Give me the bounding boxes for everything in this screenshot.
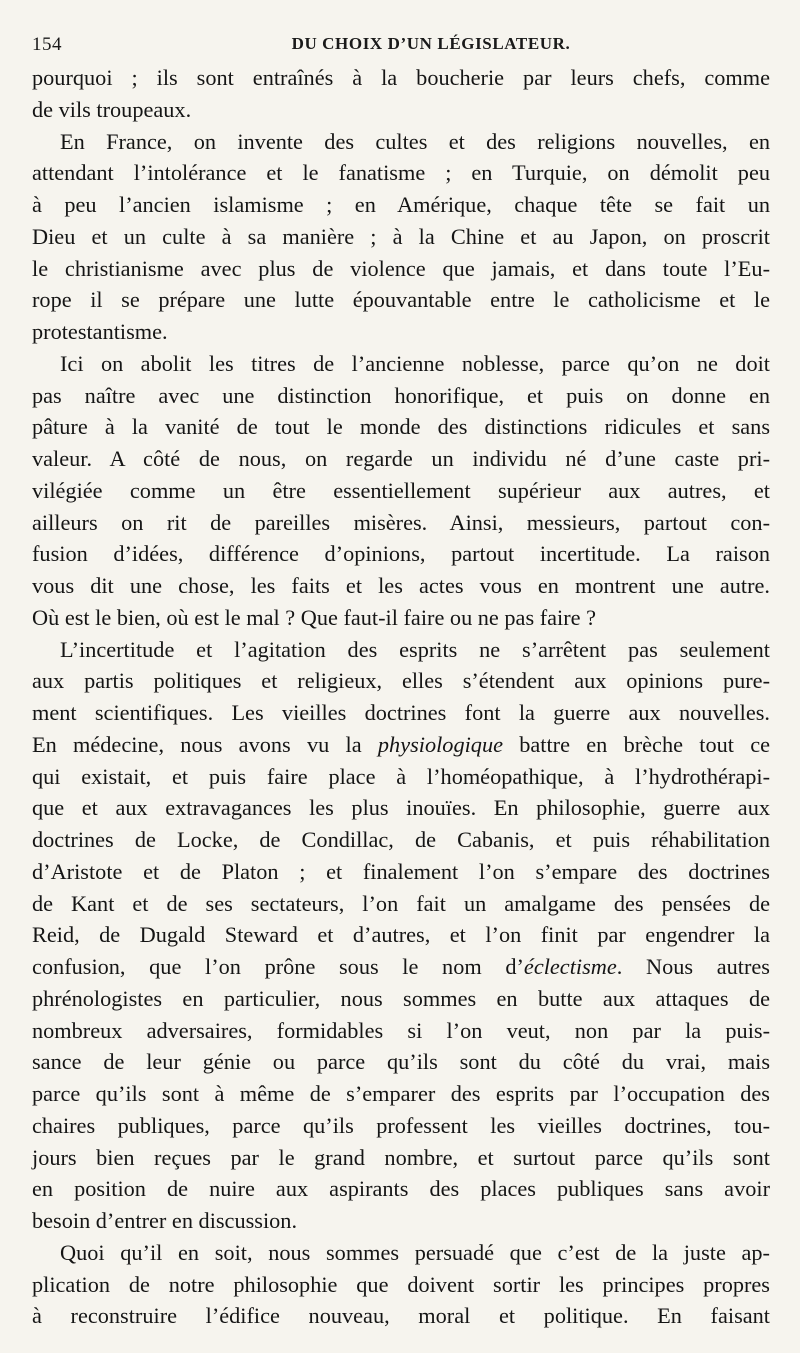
text-line: à reconstruire l’édifice nouveau, moral et politique. En faisant xyxy=(32,1303,770,1329)
paragraph xyxy=(32,348,770,634)
paragraph xyxy=(32,126,770,348)
text-line: vilégiée comme un être essentiellement supérieur aux autres, et xyxy=(32,477,770,503)
text-line: le christianisme avec plus de violence que jamais, et dans toute l’Eu- xyxy=(32,255,770,281)
italic-term: éclectisme xyxy=(523,954,617,979)
text-line: nombreux adversaires, formidables si l’on veut, non par la puis- xyxy=(32,1017,770,1043)
text-line: pâture à la vanité de tout le monde des distinctions ridicules et sans xyxy=(32,414,770,440)
text-line: phrénologistes en particulier, nous sommes en butte aux attaques de xyxy=(32,985,770,1011)
text-line: d’Aristote et de Platon ; et finalement l’on s’empare des doctrines xyxy=(32,858,770,884)
body-text xyxy=(32,62,770,1332)
paragraph xyxy=(32,1237,770,1332)
paragraph xyxy=(32,634,770,1237)
text-line: En France, on invente des cultes et des religions nouvelles, en xyxy=(60,128,770,154)
paragraph xyxy=(32,62,770,126)
running-head xyxy=(32,26,770,62)
text-line: confusion, que l’on prône sous le nom d’éclectisme. Nous autres xyxy=(32,954,770,979)
text-line: de Kant et de ses sectateurs, l’on fait un amalgame des pensées de xyxy=(32,890,770,916)
text-line: Où est le bien, où est le mal ? Que faut-il faire ou ne pas faire ? xyxy=(32,604,597,630)
text-line: Ici on abolit les titres de l’ancienne noblesse, parce qu’on ne doit xyxy=(60,350,770,376)
text-line: aux partis politiques et religieux, elles s’étendent aux opinions pure- xyxy=(32,668,770,694)
text-line: en position de nuire aux aspirants des places publiques sans avoir xyxy=(32,1176,770,1202)
text-line: de vils troupeaux. xyxy=(32,96,192,122)
text-line: ment scientifiques. Les vieilles doctrines font la guerre aux nouvelles. xyxy=(32,700,770,725)
text-line: ailleurs on rit de pareilles misères. Ainsi, messieurs, partout con- xyxy=(32,509,770,535)
text-line: à peu l’ancien islamisme ; en Amérique, chaque tête se fait un xyxy=(32,192,770,217)
page-number: 154 xyxy=(32,34,62,55)
running-title: DU CHOIX D’UN LÉGISLATEUR. xyxy=(291,34,571,53)
text-line: Reid, de Dugald Steward et d’autres, et l’on finit par engendrer la xyxy=(32,922,770,948)
italic-term: physiologique xyxy=(377,731,503,757)
text-line: fusion d’idées, différence d’opinions, partout incertitude. La raison xyxy=(32,541,770,567)
text-line: Quoi qu’il en soit, nous sommes persuadé que c’est de la juste ap- xyxy=(60,1239,770,1265)
text-line: que et aux extravagances les plus inouïes. En philosophie, guerre aux xyxy=(32,795,770,821)
text-line: pas naître avec une distinction honorifique, et puis on donne en xyxy=(32,382,770,408)
text-line: parce qu’ils sont à même de s’emparer des esprits par l’occupation des xyxy=(32,1081,770,1106)
text-line: Dieu et un culte à sa manière ; à la Chine et au Japon, on proscrit xyxy=(32,223,770,249)
text-line: qui existait, et puis faire place à l’homéopathique, à l’hydrothérapi- xyxy=(32,763,770,789)
text-line: En médecine, nous avons vu la physiologique battre en brèche tout ce xyxy=(32,731,770,757)
text-line: doctrines de Locke, de Condillac, de Cabanis, et puis réhabilitation xyxy=(32,827,770,852)
text-line: attendant l’intolérance et le fanatisme ; en Turquie, on démolit peu xyxy=(32,160,770,186)
text-line: besoin d’entrer en discussion. xyxy=(32,1208,298,1233)
text-line: sance de leur génie ou parce qu’ils sont du côté du vrai, mais xyxy=(32,1049,770,1075)
text-line: valeur. A côté de nous, on regarde un individu né d’une caste pri- xyxy=(32,446,770,471)
text-line: chaires publiques, parce qu’ils professent les vieilles doctrines, tou- xyxy=(32,1112,770,1138)
text-line: L’incertitude et l’agitation des esprits ne s’arrêtent pas seulement xyxy=(60,636,770,662)
text-line: rope il se prépare une lutte épouvantable entre le catholicisme et le xyxy=(32,287,770,313)
text-line: protestantisme. xyxy=(32,319,168,344)
text-line: pourquoi ; ils sont entraînés à la boucherie par leurs chefs, comme xyxy=(32,65,770,90)
text-line: jours bien reçues par le grand nombre, et surtout parce qu’ils sont xyxy=(32,1144,770,1170)
text-line: vous dit une chose, les faits et les actes vous en montrent une autre. xyxy=(32,573,770,598)
text-line: plication de notre philosophie que doivent sortir les principes propres xyxy=(32,1271,770,1297)
